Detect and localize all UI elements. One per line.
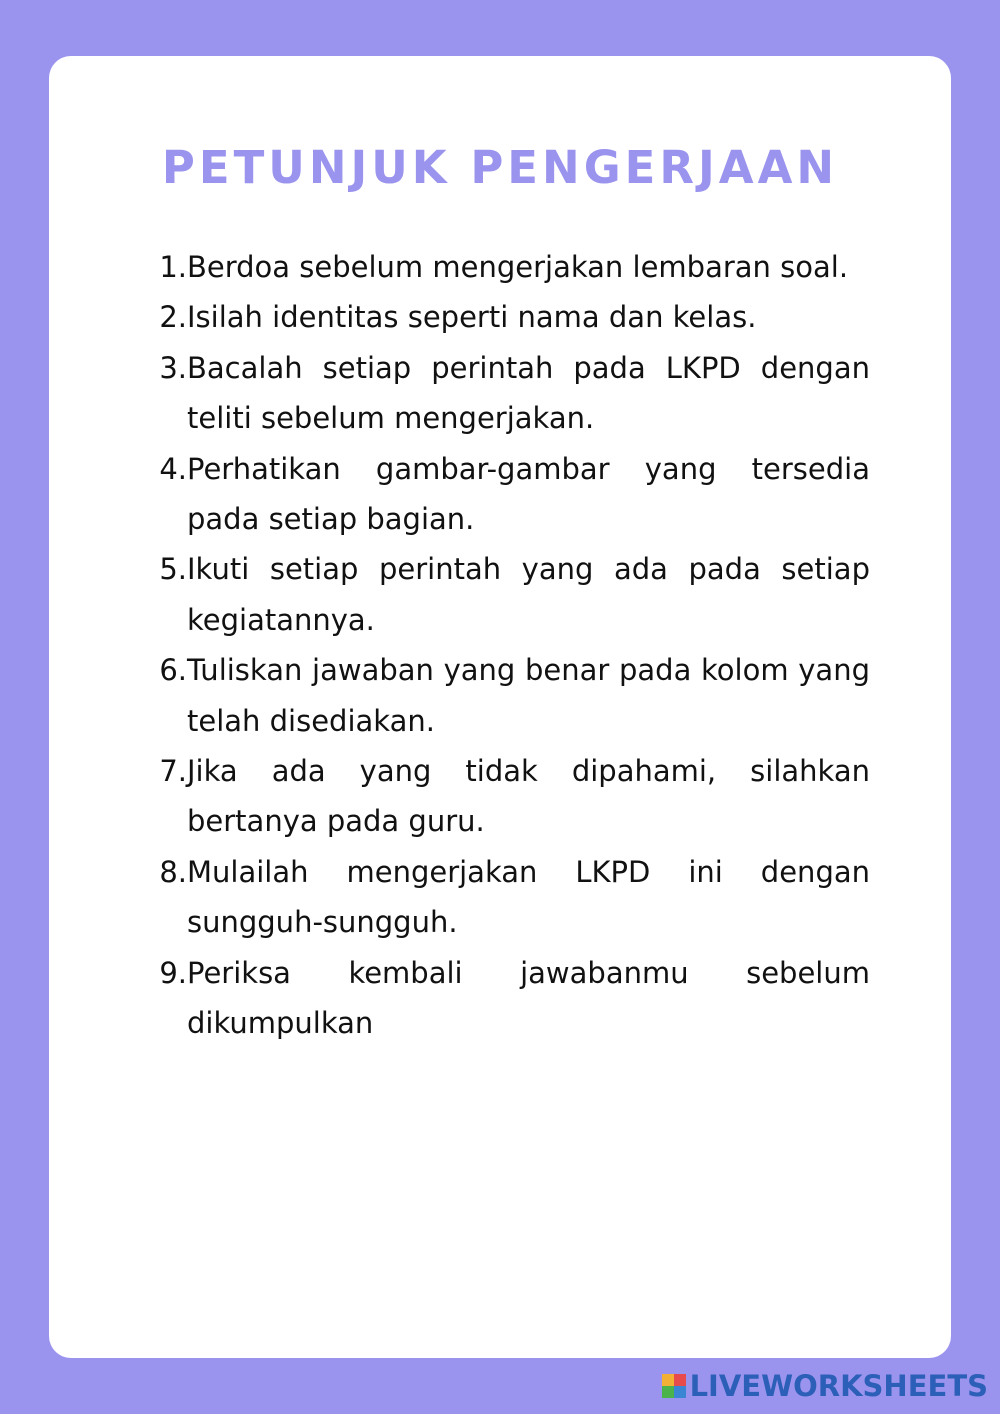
list-item-text: Ikuti setiap perintah yang ada pada setiap kegiatannya.	[187, 552, 870, 637]
list-item-text: Perhatikan gambar-gambar yang tersedia pada setiap bagian.	[187, 451, 870, 537]
liveworksheets-watermark	[662, 1366, 988, 1406]
list-item-text: Isilah identitas seperti nama dan kelas.	[187, 300, 757, 335]
list-item-number: 4.	[159, 451, 187, 486]
list-item	[150, 343, 870, 444]
list-item	[150, 544, 870, 645]
instruction-list	[150, 242, 870, 1049]
list-item-number: 9.	[159, 955, 187, 990]
list-item	[150, 948, 870, 1049]
page-title: PETUNJUK PENGERJAAN	[161, 141, 839, 194]
list-item-number: 8.	[159, 854, 187, 889]
list-item-text: Periksa kembali jawabanmu sebelum dikumpulkan	[187, 955, 870, 1041]
list-item-text: Mulailah mengerjakan LKPD ini dengan sungguh-sungguh.	[187, 854, 870, 940]
list-item-number: 6.	[159, 653, 187, 688]
list-item-text: Jika ada yang tidak dipahami, silahkan bertanya pada guru.	[187, 754, 870, 839]
list-item-number: 3.	[159, 350, 187, 385]
liveworksheets-logo-icon	[662, 1374, 686, 1398]
list-item	[150, 645, 870, 746]
list-item	[150, 444, 870, 545]
list-item	[150, 292, 870, 342]
list-item-number: 7.	[159, 754, 187, 789]
list-item-text: Tuliskan jawaban yang benar pada kolom yang telah disediakan.	[187, 653, 870, 738]
list-item	[150, 847, 870, 948]
list-item-text: Bacalah setiap perintah pada LKPD dengan teliti sebelum mengerjakan.	[187, 350, 870, 436]
list-item-number: 1.	[159, 250, 187, 284]
list-item-number: 5.	[159, 552, 187, 587]
list-item	[150, 242, 870, 292]
list-item	[150, 746, 870, 847]
list-item-text: Berdoa sebelum mengerjakan lembaran soal.	[187, 250, 849, 284]
watermark-text: LIVEWORKSHEETS	[689, 1369, 988, 1403]
list-item-number: 2.	[159, 300, 187, 335]
